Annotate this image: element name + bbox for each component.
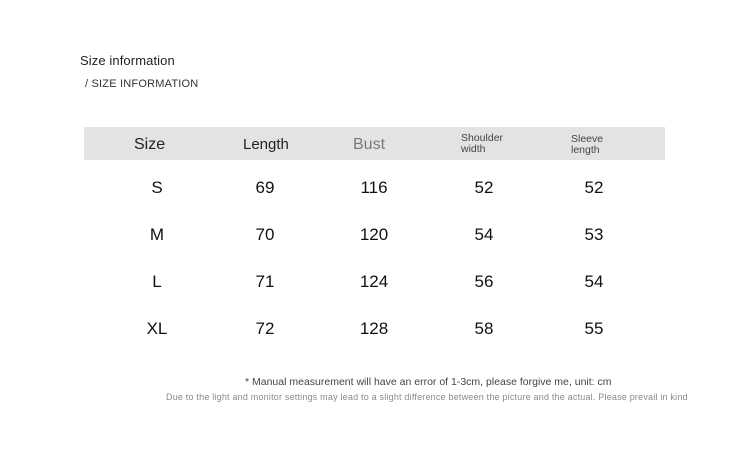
cell-shoulder-width: 58 [474, 319, 494, 338]
cell-shoulder-width: 56 [474, 272, 494, 291]
cell-bust: 120 [359, 225, 389, 244]
table-row [84, 207, 665, 254]
table-row [84, 254, 665, 301]
cell-length: 70 [255, 225, 275, 244]
header-shoulder-line1: Shoulder [461, 132, 504, 144]
header-size: Size [134, 136, 166, 153]
cell-length: 71 [255, 272, 275, 291]
cell-sleeve-length: 54 [584, 272, 604, 291]
cell-length: 69 [255, 178, 275, 197]
header-bust: Bust [353, 136, 386, 153]
cell-bust: 116 [360, 178, 388, 197]
header-length: Length [243, 136, 289, 153]
size-info-title: Size information [80, 53, 175, 68]
cell-sleeve-length: 53 [584, 225, 604, 244]
table-header [84, 127, 665, 160]
cell-size: M [149, 225, 165, 244]
cell-shoulder-width: 52 [474, 178, 494, 197]
cell-size: L [152, 272, 162, 291]
measurement-note: * Manual measurement will have an error of 1-3cm, please forgive me, unit: cm [245, 376, 612, 388]
cell-bust: 124 [359, 272, 389, 291]
table-row [84, 301, 665, 348]
size-table-body [84, 160, 665, 348]
cell-sleeve-length: 55 [584, 319, 604, 338]
header-shoulder-line2: width [461, 143, 486, 155]
table-row [84, 160, 665, 207]
cell-size: S [151, 178, 163, 197]
cell-bust: 128 [359, 319, 389, 338]
cell-length: 72 [255, 319, 275, 338]
size-info-subtitle: / SIZE INFORMATION [85, 78, 199, 90]
disclaimer-note: Due to the light and monitor settings may lead to a slight difference between the picture and the actual. Please prevail in kind [166, 392, 688, 402]
header-sleeve-line1: Sleeve [571, 133, 604, 145]
cell-sleeve-length: 52 [584, 178, 604, 197]
cell-shoulder-width: 54 [474, 225, 494, 244]
header-sleeve-length [571, 134, 603, 156]
cell-size: XL [146, 319, 168, 338]
header-shoulder-width [461, 133, 503, 155]
header-sleeve-line2: length [571, 144, 600, 156]
